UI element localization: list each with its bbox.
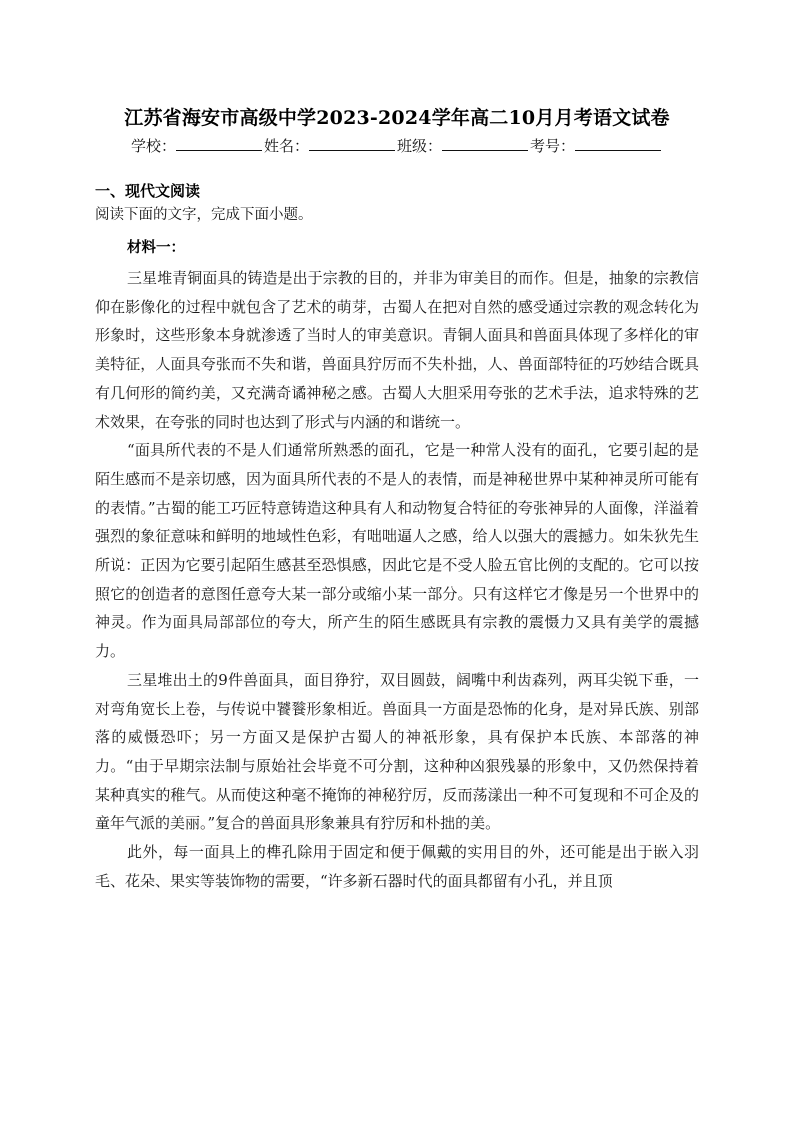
school-field [131, 135, 264, 156]
exam-title: 江苏省海安市高级中学2023-2024学年高二10月月考语文试卷 [124, 107, 670, 129]
school-label: 学校： [130, 137, 176, 155]
name-field [264, 135, 397, 156]
passage-paragraph: “面具所代表的不是人们通常所熟悉的面孔，它是一种常人没有的面孔，它要引起的是陌生感而不是亲切感，因为面具所代表的不是人的表情，而是神秘世界中某种神灵所可能有的表情。”古蜀的能工巧匠特意铸造这种具有人和动物复合特征的夸张神异的人面像，洋溢着强烈的象征意味和鲜明的地域性色彩，有咄咄逼人之感，给人以强大的震撼力。如朱狄先生所说：正因为它要引起陌生感甚至恐惧感，因此它是不受人脸五官比例的支配的。它可以按照它的创造者的意图任意夸大某一部分或缩小某一部分。只有这样它才像是另一个世界中的神灵。作为面具局部部位的夸大，所产生的陌生感既具有宗教的震慑力又具有美学的震撼力。 [95, 441, 699, 661]
name-label: 姓名： [263, 137, 309, 155]
section-heading: 一、现代文阅读 [95, 182, 201, 200]
passage-paragraph: 此外，每一面具上的榫孔除用于固定和便于佩戴的实用目的外，还可能是出于嵌入羽毛、花朵、果实等装饰物的需要，“许多新石器时代的面具都留有小孔，并且顶 [95, 843, 699, 890]
class-blank [442, 136, 528, 151]
exam-number-blank [575, 136, 661, 151]
name-blank [309, 136, 395, 151]
reading-instruction: 阅读下面的文字，完成下面小题。 [95, 207, 313, 223]
reading-passage [95, 264, 699, 895]
passage-paragraph: 三星堆青铜面具的铸造是出于宗教的目的，并非为审美目的而作。但是，抽象的宗教信仰在影像化的过程中就包含了艺术的萌芽，古蜀人在把对自然的感受通过宗教的观念转化为形象时，这些形象本身就渗透了当时人的审美意识。青铜人面具和兽面具体现了多样化的审美特征，人面具夸张而不失和谐，兽面具狞厉而不失朴拙，人、兽面部特征的巧妙结合既具有几何形的简约美，又充满奇谲神秘之感。古蜀人大胆采用夸张的艺术手法，追求特殊的艺术效果，在夸张的同时也达到了形式与内涵的和谐统一。 [95, 269, 699, 431]
class-field [397, 135, 530, 156]
student-info-line [0, 135, 794, 156]
school-blank [176, 136, 262, 151]
exam-number-label: 考号： [530, 137, 576, 155]
material-label: 材料一： [127, 240, 185, 256]
class-label: 班级： [397, 137, 443, 155]
passage-paragraph: 三星堆出土的9件兽面具，面目狰狞，双目圆鼓，阔嘴中利齿森列，两耳尖锐下垂，一对弯角宽长上卷，与传说中饕餮形象相近。兽面具一方面是恐怖的化身，是对异氏族、别部落的威慑恐吓；另一方面又是保护古蜀人的神祇形象，具有保护本氏族、本部落的神力。“由于早期宗法制与原始社会毕竟不可分割，这种种凶狠残暴的形象中，又仍然保持着某种真实的稚气。从而使这种毫不掩饰的神秘狞厉，反而荡漾出一种不可复现和不可企及的童年气派的美丽。”复合的兽面具形象兼具有狞厉和朴拙的美。 [95, 670, 699, 833]
exam-number-field [530, 135, 663, 156]
